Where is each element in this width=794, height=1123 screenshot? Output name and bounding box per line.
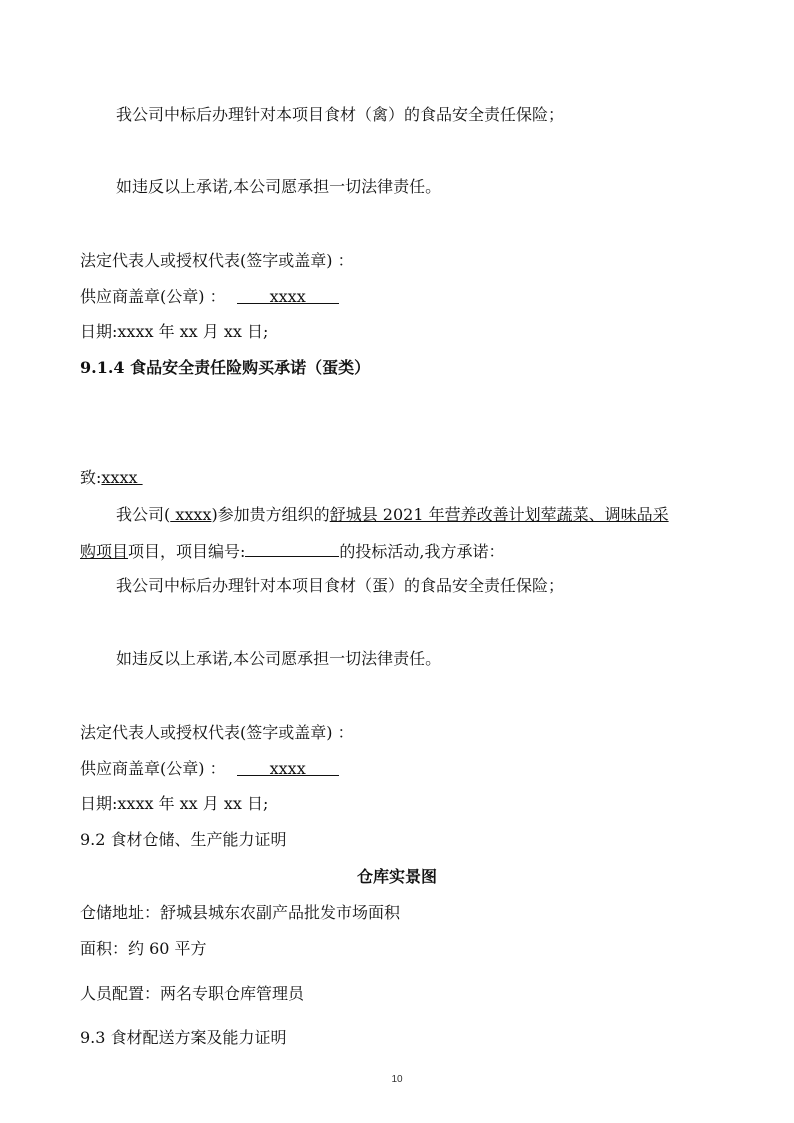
page-number: 10 <box>391 1074 403 1085</box>
warehouse-area: 面积：约 60 平方 <box>80 939 207 958</box>
addressee-label: 致: <box>80 468 102 487</box>
body-line2-end: 的投标活动,我方承诺： <box>339 542 505 561</box>
legal-representative-label: 法定代表人或授权代表(签字或盖章) ： <box>80 251 354 270</box>
section-heading-9-3: 9.3 食材配送方案及能力证明 <box>80 1028 287 1047</box>
project-number-label: 项目，项目编号: <box>128 542 246 561</box>
bidder-company-name: xxxx <box>170 505 212 524</box>
liability-statement: 如违反以上承诺,本公司愿承担一切法律责任。 <box>116 177 442 196</box>
body-middle: )参加贵方组织的 <box>211 505 330 524</box>
date-line: 日期:xxxx 年 xx 月 xx 日; <box>80 322 269 341</box>
section-heading-9-2: 9.2 食材仓储、生产能力证明 <box>80 830 287 849</box>
addressee-line <box>80 467 143 489</box>
addressee-value: xxxx <box>101 468 138 487</box>
liability-statement-2: 如违反以上承诺,本公司愿承担一切法律责任。 <box>116 649 442 668</box>
supplier-seal-value: xxxx <box>237 286 339 304</box>
supplier-seal-value-2: xxxx <box>237 758 339 776</box>
warehouse-address: 仓储地址：舒城县城东农副产品批发市场面积 <box>80 903 401 922</box>
insurance-commitment-poultry: 我公司中标后办理针对本项目食材（禽）的食品安全责任保险； <box>116 105 565 124</box>
legal-representative-label-2: 法定代表人或授权代表(签字或盖章) ： <box>80 723 354 742</box>
supplier-seal-line <box>80 286 339 308</box>
supplier-seal-label-2: 供应商盖章(公章) ： <box>80 759 226 778</box>
insurance-commitment-egg: 我公司中标后办理针对本项目食材（蛋）的食品安全责任保险； <box>116 576 565 595</box>
project-name-part1: 舒城县 2021 年营养改善计划荤蔬菜、调味品采 <box>329 505 669 524</box>
date-line-2: 日期:xxxx 年 xx 月 xx 日; <box>80 794 269 813</box>
commitment-body-line-2 <box>80 539 505 563</box>
project-number-blank <box>245 539 339 557</box>
supplier-seal-label: 供应商盖章(公章) ： <box>80 287 226 306</box>
warehouse-staff: 人员配置：两名专职仓库管理员 <box>80 984 305 1003</box>
project-name-part2: 购项目 <box>80 542 129 561</box>
commitment-body-line-1 <box>116 504 669 526</box>
supplier-seal-line-2 <box>80 758 339 780</box>
warehouse-photo-title: 仓库实景图 <box>356 867 437 886</box>
body-prefix: 我公司( <box>116 505 171 524</box>
section-heading-9-1-4: 9.1.4 食品安全责任险购买承诺（蛋类） <box>80 358 371 377</box>
